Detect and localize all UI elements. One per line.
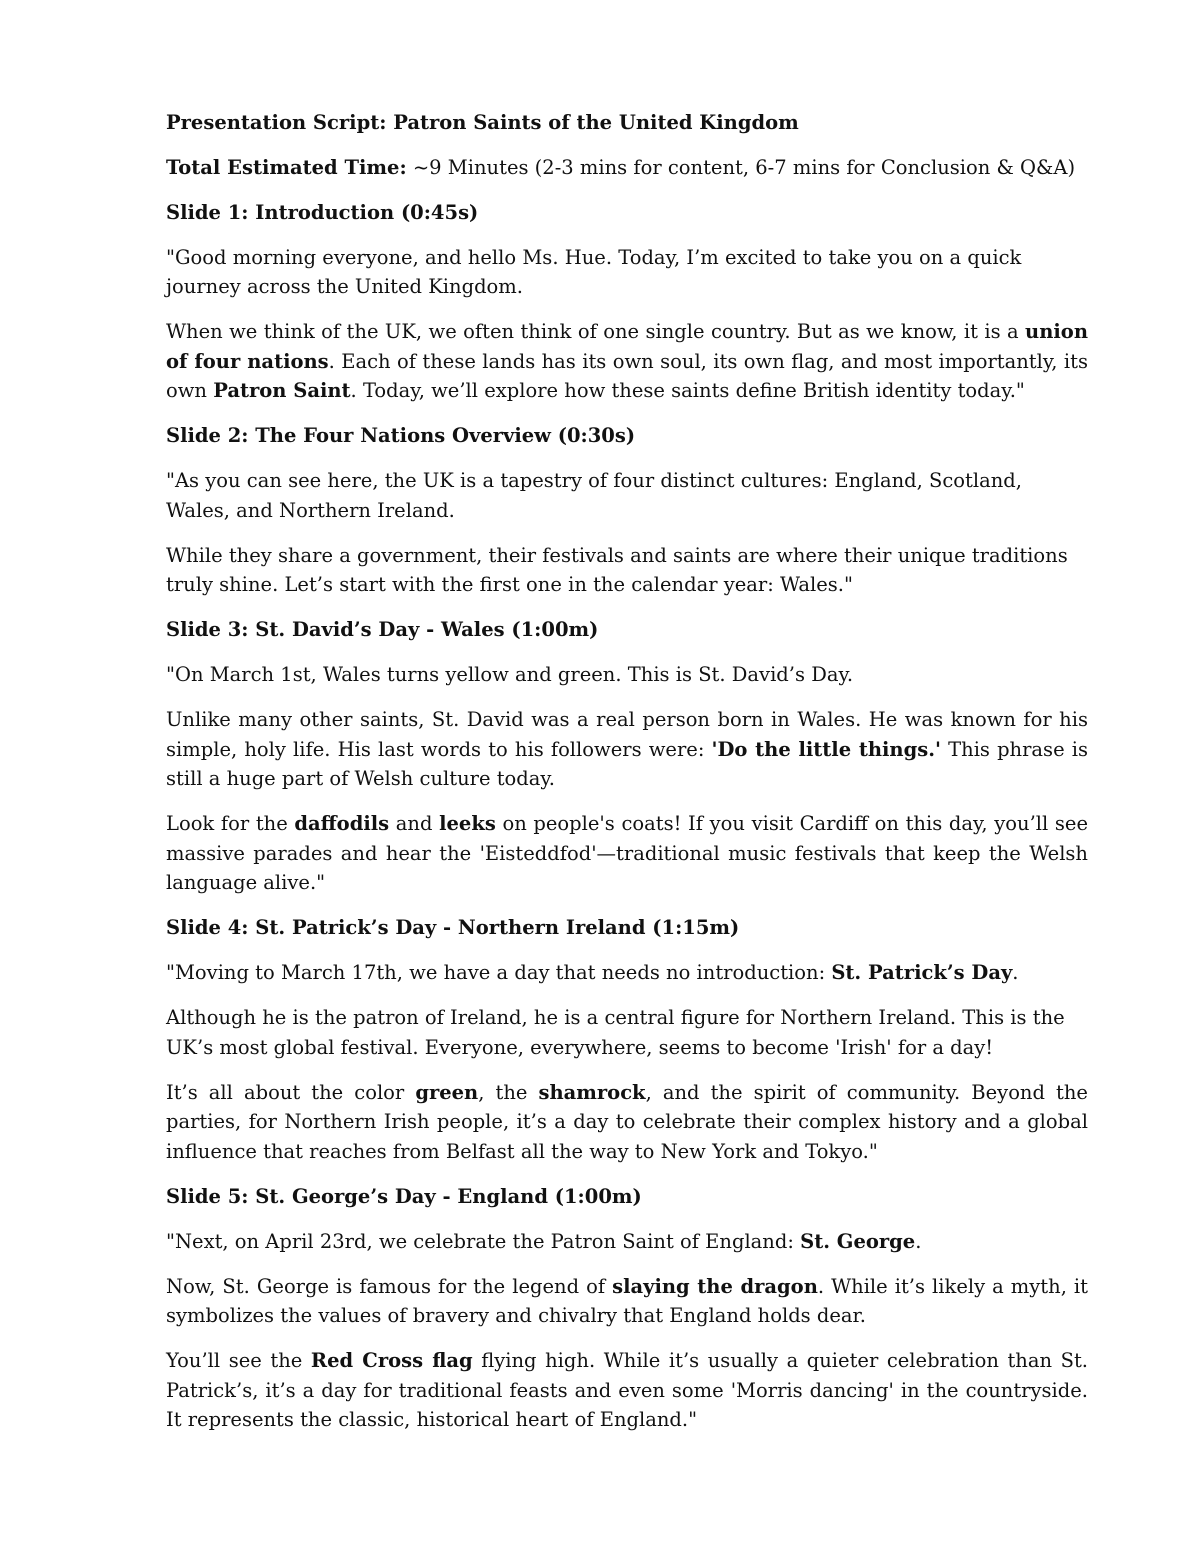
slide-4-text: , the	[478, 1080, 539, 1104]
slide-1-paragraph-2	[166, 317, 1088, 406]
slide-4-paragraph-3	[166, 1078, 1088, 1167]
slide-5-text: You’ll see the	[166, 1349, 311, 1372]
slide-4-text: .	[1012, 961, 1019, 984]
slide-5-paragraph-3	[166, 1346, 1088, 1435]
slide-1-heading: Slide 1: Introduction (0:45s)	[166, 200, 479, 224]
slide-3-text: on people's coats! If you visit Cardiff on this day, you’ll see massive parades and hear the 'Eisteddfod'—traditional music festivals that keep the Welsh language alive."	[166, 812, 1088, 894]
slide-1-bold-patron-saint: Patron Saint	[213, 379, 351, 402]
slide-4-text: It’s all about the color	[166, 1080, 416, 1104]
slide-5-bold-dragon: slaying the dragon	[612, 1274, 818, 1298]
slide-3-text: This phrase is still a huge part of Welsh culture today.	[166, 737, 1088, 790]
slide-5-paragraph-2	[166, 1272, 1088, 1331]
slide-5-text: flying high. While it’s usually a quieter celebration than St. Patrick’s, it’s a day for traditional feasts and even some 'Morris dancing' in the countryside. It represents the classic, historical heart of England."	[166, 1349, 1088, 1431]
total-time-label: Total Estimated Time:	[166, 155, 407, 179]
slide-3-paragraph-1: "On March 1st, Wales turns yellow and green. This is St. David’s Day.	[166, 663, 854, 686]
slide-3-paragraph-2	[166, 705, 1088, 794]
slide-2-paragraph-2: While they share a government, their festivals and saints are where their unique traditions truly shine. Let’s start with the first one in the calendar year: Wales."	[166, 543, 1068, 596]
slide-1-bold-union: union of four nations	[166, 320, 1088, 373]
slide-5-text: .	[915, 1229, 922, 1253]
slide-5-bold-st-george: St. George	[800, 1229, 916, 1253]
slide-3-text: Look for the	[166, 812, 295, 835]
slide-3-paragraph-3	[166, 809, 1088, 898]
slide-1-paragraph-1: "Good morning everyone, and hello Ms. Hue. Today, I’m excited to take you on a quick journey across the United Kingdom.	[166, 245, 1022, 298]
slide-3-bold-quote: 'Do the little things.'	[711, 737, 941, 761]
slide-4-text: , and the spirit of community. Beyond the parties, for Northern Irish people, it’s a day to celebrate their complex history and a global influence that reaches from Belfast all the way to New York and Tokyo."	[166, 1080, 1088, 1163]
total-time-value: ~9 Minutes (2-3 mins for content, 6-7 mins for Conclusion & Q&A)	[406, 155, 1076, 179]
slide-4-bold-shamrock: shamrock	[538, 1080, 646, 1104]
slide-1-text: . Each of these lands has its own soul, its own flag, and most importantly, its own	[166, 349, 1088, 402]
slide-4-paragraph-2: Although he is the patron of Ireland, he is a central figure for Northern Ireland. This is the UK’s most global festival. Everyone, everywhere, seems to become 'Irish' for a day!	[166, 1006, 1065, 1059]
slide-4-text: "Moving to March 17th, we have a day that needs no introduction:	[166, 961, 832, 984]
slide-5-text: "Next, on April 23rd, we celebrate the Patron Saint of England:	[166, 1229, 801, 1253]
slide-1-text: . Today, we’ll explore how these saints define British identity today."	[350, 379, 1025, 402]
slide-5-bold-red-cross-flag: Red Cross flag	[310, 1349, 473, 1372]
slide-4-heading: Slide 4: St. Patrick’s Day - Northern Ireland (1:15m)	[166, 916, 740, 939]
slide-2-heading: Slide 2: The Four Nations Overview (0:30s)	[166, 424, 636, 447]
slide-4-bold-green: green	[415, 1080, 479, 1104]
slide-3-text: and	[389, 812, 440, 835]
slide-5-heading: Slide 5: St. George’s Day - England (1:00m)	[166, 1184, 642, 1208]
slide-5-text: . While it’s likely a myth, it symbolizes the values of bravery and chivalry that England holds dear.	[166, 1274, 1089, 1327]
document-page	[166, 108, 1088, 1450]
slide-1-text: When we think of the UK, we often think of one single country. But as we know, it is a	[166, 320, 1026, 343]
document-title: Presentation Script: Patron Saints of the United Kingdom	[166, 111, 799, 134]
slide-3-bold-daffodils: daffodils	[294, 812, 390, 835]
slide-3-bold-leeks: leeks	[439, 812, 496, 835]
slide-2-paragraph-1: "As you can see here, the UK is a tapestry of four distinct cultures: England, Scotland, Wales, and Northern Ireland.	[166, 469, 1022, 522]
total-time-line	[166, 153, 1088, 183]
slide-4-paragraph-1	[166, 958, 1088, 988]
slide-5-paragraph-1	[166, 1227, 1088, 1257]
slide-5-text: Now, St. George is famous for the legend of	[166, 1274, 613, 1298]
slide-3-text: Unlike many other saints, St. David was a real person born in Wales. He was known for his simple, holy life. His last words to his followers were:	[166, 708, 1088, 761]
slide-3-heading: Slide 3: St. David’s Day - Wales (1:00m)	[166, 618, 599, 641]
slide-4-bold-st-patricks-day: St. Patrick’s Day	[831, 961, 1013, 984]
